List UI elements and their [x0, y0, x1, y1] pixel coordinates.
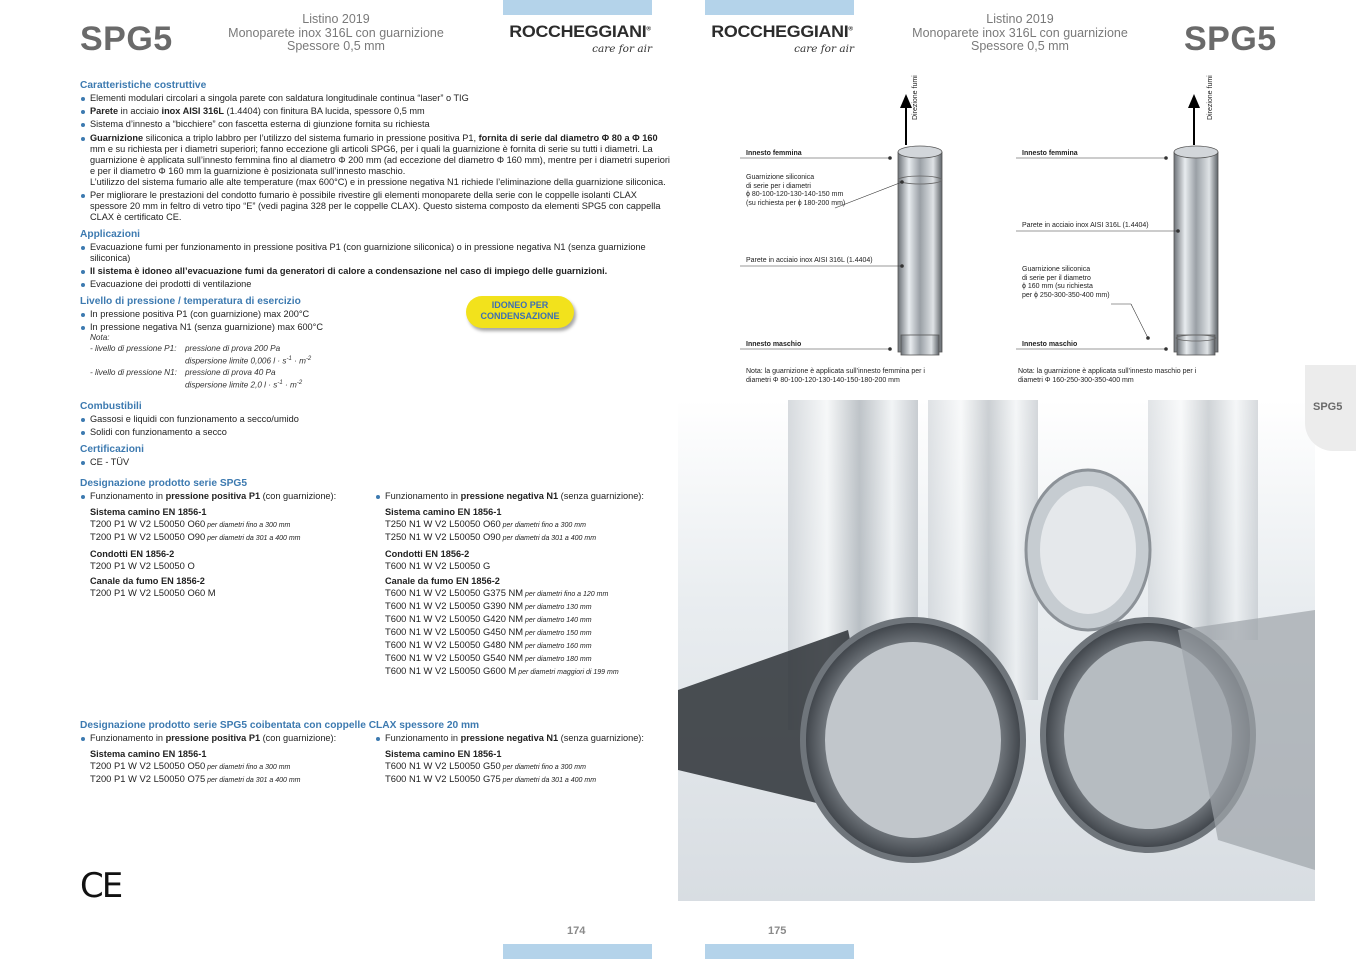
bottom-tab-right	[705, 944, 854, 959]
section-title-designazione-clax: Designazione prodotto serie SPG5 coibentata con coppelle CLAX spessore 20 mm	[80, 720, 480, 732]
list-item: CE - TÜV	[80, 457, 670, 468]
header-right-info	[898, 13, 1142, 54]
list-item: Gassosi e liquidi con funzionamento a secco/umido	[80, 414, 670, 425]
designazione-clax-p1: Funzionamento in pressione positiva P1 (con guarnizione): Sistema camino EN 1856-1 T200 P1 W V2 L50050 O50 per diametri fino a 300 mm T200 P1 W V2 L50050 O75 per diametri da 301 a 400 mm	[80, 733, 375, 786]
top-tab-right	[705, 0, 854, 15]
designazione-clax-columns	[80, 733, 670, 786]
applicazioni-list	[80, 242, 670, 290]
direction-label-left: Direzione fumi	[912, 75, 919, 120]
page-number-right: 175	[768, 925, 787, 937]
registered-mark: ®	[646, 26, 651, 33]
designazione-p1: Funzionamento in pressione positiva P1 (con guarnizione): Sistema camino EN 1856-1 T200 P1 W V2 L50050 O60 per diametri fino a 300 mm T200 P1 W V2 L50050 O90 per diametri da 301 a 400 mm Condotti EN 1856-2 T200 P1 W V2 L50050 O Canale da fumo EN 1856-2 T200 P1 W V2 L50050 O60 M	[80, 491, 375, 678]
list-item: Sistema d’innesto a “bicchiere” con fascetta esterna di giunzione fornita su richiesta	[80, 119, 670, 130]
brand-tagline: care for air	[794, 43, 854, 55]
label-innesto-maschio-right: Innesto maschio	[1022, 341, 1078, 348]
brand-name: ROCCHEGGIANI	[711, 22, 849, 41]
designazione-clax-n1: Funzionamento in pressione negativa N1 (senza guarnizione): Sistema camino EN 1856-1 T600 N1 W V2 L50050 G50 per diametri fino a 300 mm T600 N1 W V2 L50050 G75 per diametri da 301 a 400 mm	[375, 733, 670, 786]
combustibili-list	[80, 414, 670, 438]
list-item: Solidi con funzionamento a secco	[80, 427, 670, 438]
registered-mark: ®	[848, 26, 853, 33]
label-guarnizione-left: Guarnizione siliconica di serie per i diametri ϕ 80-100-120-130-140-150 mm (su richiesta per ϕ 180-200 mm)	[746, 174, 846, 207]
label-innesto-maschio-left: Innesto maschio	[746, 341, 802, 348]
ce-mark: CE	[80, 866, 122, 906]
bottom-tab-left	[503, 944, 652, 959]
label-parete-left: Parete in acciaio inox AISI 316L (1.4404)	[746, 257, 873, 264]
page-number-left: 174	[567, 925, 586, 937]
product-code-right: SPG5	[1184, 20, 1277, 58]
section-title-livello: Livello di pressione / temperatura di esercizio	[80, 296, 301, 308]
list-item: Il sistema è idoneo all’evacuazione fumi da generatori di calore a condensazione nel caso di impiego delle guarnizioni.	[80, 266, 670, 277]
section-title-certificazioni: Certificazioni	[80, 444, 144, 456]
label-innesto-femmina-right: Innesto femmina	[1022, 150, 1078, 157]
list-item: Funzionamento in pressione positiva P1 (con guarnizione):	[80, 733, 375, 744]
list-item: Evacuazione dei prodotti di ventilazione	[80, 279, 670, 290]
list-item: Evacuazione fumi per funzionamento in pressione positiva P1 (con guarnizione siliconica) o in pressione negativa N1 (senza guarnizione siliconica)	[80, 242, 670, 264]
brand-name: ROCCHEGGIANI	[509, 22, 647, 41]
header-left-line3: Spessore 0,5 mm	[287, 39, 385, 53]
label-parete-right: Parete in acciaio inox AISI 316L (1.4404)	[1022, 222, 1149, 229]
section-title-applicazioni: Applicazioni	[80, 228, 140, 240]
brand-tagline: care for air	[592, 43, 652, 55]
product-code-left: SPG5	[80, 20, 173, 58]
left-page-content	[80, 78, 670, 786]
condensation-badge: IDONEO PER CONDENSAZIONE	[466, 296, 574, 328]
pipe-diagram-left	[740, 90, 980, 365]
pressure-note: Nota: - livello di pressione P1: pressione di prova 200 Pa dispersione limite 0,006 $l \cdot s^{-1} \cdot m^{-2}$ - livello di pressione N1: pressione di prova 40 Pa dispersione limite 2,0 $l \cdot s^{-1} \cdot m^{-2}$	[90, 333, 312, 390]
section-title-caratteristiche: Caratteristiche costruttive	[80, 80, 207, 91]
list-item: Per migliorare le prestazioni del condotto fumario è possibile rivestire gli elementi monoparete della serie con le coppelle isolanti CLAX spessore 20 mm in feltro di vetro tipo “E” (vedi pagina 328 per le coppelle CLAX). Questo sistema composto da elementi SPG5 con cappella CLAX è certificato CE.	[80, 190, 670, 223]
header-left-line1: Listino 2019	[302, 12, 370, 26]
diagram-note-left: Nota: la guarnizione è applicata sull’innesto femmina per i diametri Φ 80-100-120-130-140-150-180-200 mm	[746, 368, 925, 384]
livello-list	[80, 309, 670, 333]
section-title-combustibili: Combustibili	[80, 401, 142, 413]
list-item: In pressione negativa N1 (senza guarnizione) max 600°C	[80, 322, 670, 333]
caratteristiche-list	[80, 93, 670, 223]
direction-label-right: Direzione fumi	[1207, 75, 1214, 120]
certificazioni-list	[80, 457, 670, 468]
top-tab-left	[503, 0, 652, 15]
designazione-columns	[80, 491, 670, 678]
side-tab-label: SPG5	[1313, 401, 1343, 413]
brand-logo-right	[702, 22, 862, 55]
label-innesto-femmina-left: Innesto femmina	[746, 150, 802, 157]
list-item: Parete in acciaio inox AISI 316L (1.4404) con finitura BA lucida, spessore 0,5 mm	[80, 106, 670, 117]
label-guarnizione-right: Guarnizione siliconica di serie per il diametro ϕ 160 mm (su richiesta per ϕ 250-300-350-400 mm)	[1022, 266, 1110, 299]
product-photo	[678, 400, 1315, 901]
header-left-info	[216, 13, 456, 54]
section-title-designazione: Designazione prodotto serie SPG5	[80, 478, 247, 490]
section-side-tab	[1305, 365, 1356, 451]
list-item: Funzionamento in pressione negativa N1 (senza guarnizione):	[375, 491, 670, 502]
list-item: Elementi modulari circolari a singola parete con saldatura longitudinale continua “laser” o TIG	[80, 93, 670, 104]
list-item: Funzionamento in pressione negativa N1 (senza guarnizione):	[375, 733, 670, 744]
list-item: Guarnizione siliconica a triplo labbro per l’utilizzo del sistema fumario in pressione positiva P1, fornita di serie dal diametro Φ 80 a Φ 160 mm e su richiesta per i diametri superiori; fanno eccezione gli articoli SPG6, per i quali la guarnizione è fornita di serie su tutti i diametri. La guarnizione è applicata sull’innesto femmina fino al diametro Φ 200 mm (ad eccezione del diametro Φ 160 mm), mentre per i diametri superiori e per il diametro Φ 160 mm la guarnizione è posizionata sull’innesto maschio. L’utilizzo del sistema fumario alle alte temperature (max 600°C) e in pressione negativa N1 richiede l’eliminazione della guarnizione siliconica.	[80, 133, 670, 188]
designazione-n1: Funzionamento in pressione negativa N1 (senza guarnizione): Sistema camino EN 1856-1 T250 N1 W V2 L50050 O60 per diametri fino a 300 mm T250 N1 W V2 L50050 O90 per diametri da 301 a 400 mm Condotti EN 1856-2 T600 N1 W V2 L50050 G Canale da fumo EN 1856-2 T600 N1 W V2 L50050 G375 NM per diametri fino a 120 mm T600 N1 W V2 L50050 G390 NM per diametro 130 mm T600 N1 W V2 L50050 G420 NM per diametro 140 mm T600 N1 W V2 L50050 G450 NM per diametro 150 mm T600 N1 W V2 L50050 G480 NM per diametro 160 mm T600 N1 W V2 L50050 G540 NM per diametro 180 mm T600 N1 W V2 L50050 G600 M per diametri maggiori di 199 mm	[375, 491, 670, 678]
header-right-line2: Monoparete inox 316L con guarnizione	[912, 25, 1128, 40]
list-item: Funzionamento in pressione positiva P1 (con guarnizione):	[80, 491, 375, 502]
header-right-line1: Listino 2019	[986, 12, 1054, 26]
header-left-line2: Monoparete inox 316L con guarnizione	[228, 25, 444, 40]
brand-logo-left	[500, 22, 660, 55]
list-item: In pressione positiva P1 (con guarnizione) max 200°C	[80, 309, 670, 320]
diagram-note-right: Nota: la guarnizione è applicata sull’innesto maschio per i diametri Φ 160-250-300-350-400 mm	[1018, 368, 1197, 384]
header-right-line3: Spessore 0,5 mm	[971, 39, 1069, 53]
